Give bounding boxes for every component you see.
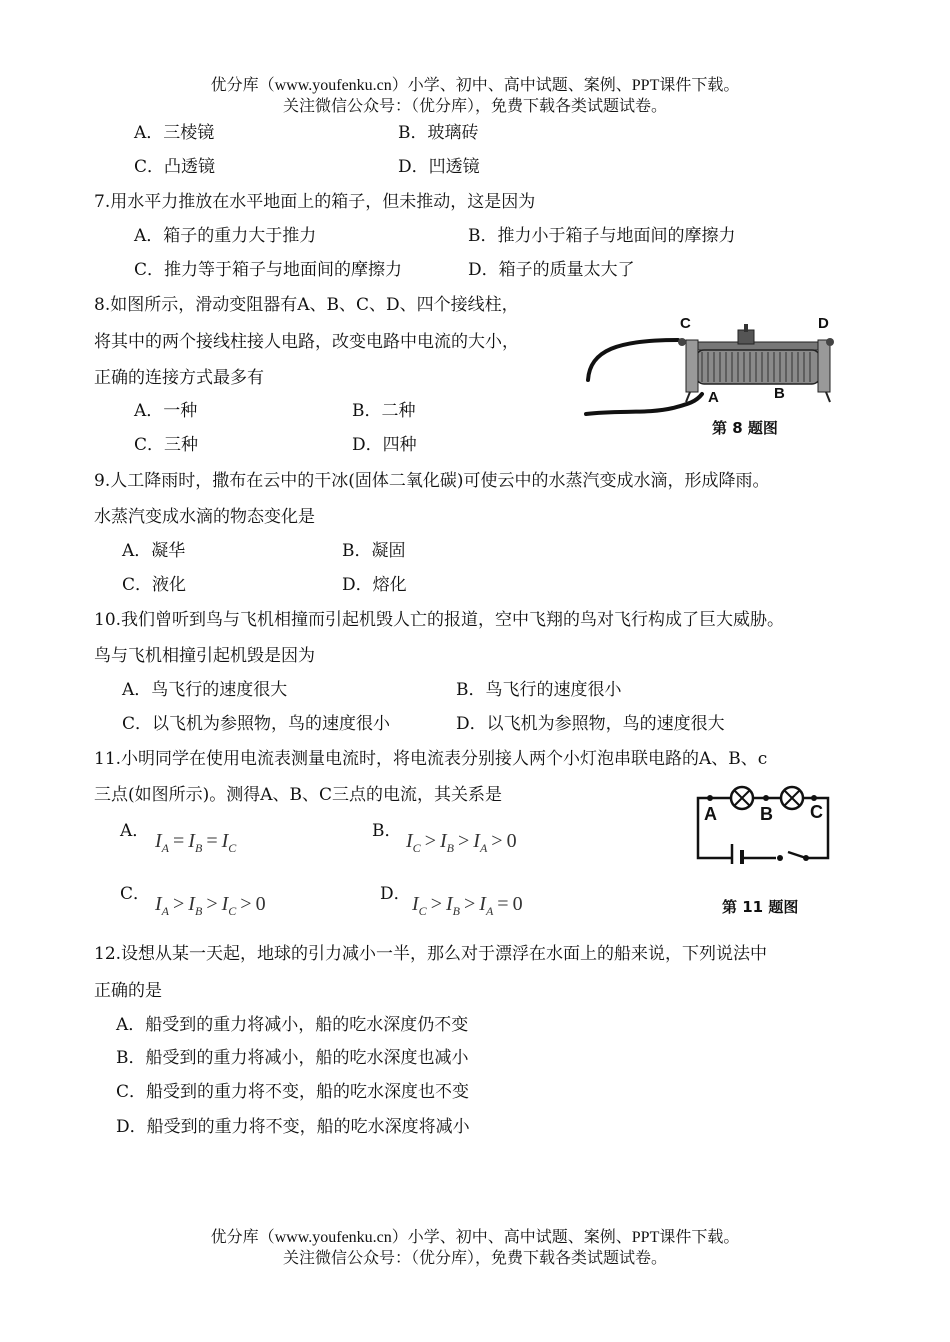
- q8-figure-caption: 第 8 题图: [712, 419, 778, 437]
- switch-contact-left: [777, 855, 783, 861]
- q11-circuit-figure: [690, 782, 835, 864]
- q10-option-b: B．鸟飞行的速度很小: [456, 680, 622, 700]
- q6-option-d: D．凹透镜: [398, 157, 480, 177]
- point-a-dot: [707, 795, 713, 801]
- footer-line-1: 优分库（www.youfenku.cn）小学、初中、高中试题、案例、PPT课件下载。: [210, 1229, 740, 1246]
- q8-label-c: C: [680, 315, 691, 332]
- footer-line-2: 关注微信公众号：（优分库），免费下载各类试题试卷。: [282, 1248, 667, 1267]
- q12-option-b: B．船受到的重力将减小，船的吃水深度也减小: [116, 1048, 469, 1068]
- q9-option-c: C．液化: [122, 575, 187, 595]
- q8-stem-line-3: 正确的连接方式最多有: [94, 368, 264, 388]
- q8-label-a: A: [708, 389, 719, 406]
- q7-option-a: A．箱子的重力大于推力: [134, 226, 317, 246]
- q6-option-a: A．三棱镜: [134, 123, 215, 143]
- q11-option-d-label: D．: [380, 884, 411, 904]
- q8-rheostat-figure: [578, 310, 840, 420]
- q11-option-b-formula: $I_C > I_B > I_A > 0$: [406, 830, 517, 855]
- q12-stem-line-2: 正确的是: [94, 981, 162, 1001]
- page-header-top: [0, 76, 950, 116]
- q9-stem-line-2: 水蒸汽变成水滴的物态变化是: [94, 507, 315, 527]
- q11-option-a-formula: $I_A = I_B = I_C$: [155, 830, 237, 855]
- page-footer: [0, 1228, 950, 1268]
- lamp-1: [731, 787, 753, 809]
- q9-option-a: A．凝华: [122, 541, 186, 561]
- q9-stem-line-1: 9.人工降雨时，撒布在云中的干冰(固体二氧化碳)可使云中的水蒸汽变成水滴，形成降雨。: [94, 471, 770, 491]
- q8-option-a: A．一种: [134, 401, 198, 421]
- q12-stem-line-1: 12.设想从某一天起，地球的引力减小一半，那么对于漂浮在水面上的船来说，下列说法中: [94, 944, 768, 964]
- q10-stem-line-1: 10.我们曾听到鸟与飞机相撞而引起机毁人亡的报道，空中飞翔的鸟对飞行构成了巨大威胁。: [94, 610, 785, 630]
- q8-wire-upper: [588, 340, 678, 380]
- q12-option-c: C．船受到的重力将不变，船的吃水深度也不变: [116, 1082, 470, 1102]
- q11-stem-line-1: 11.小明同学在使用电流表测量电流时，将电流表分别接人两个小灯泡串联电路的A、B、c: [94, 749, 768, 769]
- switch-contact-right: [803, 855, 809, 861]
- q8-stem-line-2: 将其中的两个接线柱接人电路，改变电路中电流的大小，: [94, 332, 519, 352]
- q8-option-b: B．二种: [352, 401, 416, 421]
- q12-option-d: D．船受到的重力将不变，船的吃水深度将减小: [116, 1117, 470, 1137]
- point-c-dot: [811, 795, 817, 801]
- header-line-2: 关注微信公众号：（优分库），免费下载各类试题试卷。: [282, 96, 667, 115]
- q11-label-b: B: [760, 804, 773, 824]
- q10-option-d: D．以飞机为参照物，鸟的速度很大: [456, 714, 725, 734]
- q6-option-c: C．凸透镜: [134, 157, 216, 177]
- q8-option-c: C．三种: [134, 435, 199, 455]
- rheostat-body: [678, 324, 834, 402]
- q8-option-d: D．四种: [352, 435, 417, 455]
- lamp-2: [781, 787, 803, 809]
- q9-option-d: D．熔化: [342, 575, 407, 595]
- q10-option-a: A．鸟飞行的速度很大: [122, 680, 288, 700]
- q8-stem-line-1: 8.如图所示，滑动变阻器有A、B、C、D、四个接线柱，: [94, 295, 519, 315]
- q7-option-c: C．推力等于箱子与地面间的摩擦力: [134, 260, 403, 280]
- q7-stem: 7.用水平力推放在水平地面上的箱子，但未推动，这是因为: [94, 192, 536, 212]
- point-b-dot: [763, 795, 769, 801]
- q11-label-a: A: [704, 804, 717, 824]
- q6-option-b: B．玻璃砖: [398, 123, 479, 143]
- q11-option-d-formula: $I_C > I_B > I_A = 0$: [412, 893, 523, 918]
- header-line-1: 优分库（www.youfenku.cn）小学、初中、高中试题、案例、PPT课件下载。: [210, 77, 740, 94]
- q11-figure-caption: 第 11 题图: [722, 898, 799, 916]
- q11-stem-line-2: 三点(如图所示)。测得A、B、C三点的电流，其关系是: [94, 785, 503, 805]
- q7-option-d: D．箱子的质量太大了: [468, 260, 635, 280]
- q8-wire-lower: [586, 394, 702, 414]
- q9-option-b: B．凝固: [342, 541, 406, 561]
- q8-label-d: D: [818, 315, 829, 332]
- q10-option-c: C．以飞机为参照物，鸟的速度很小: [122, 714, 391, 734]
- q12-option-a: A．船受到的重力将减小，船的吃水深度仍不变: [116, 1015, 469, 1035]
- q8-label-b: B: [774, 385, 785, 402]
- q11-option-b-label: B．: [372, 821, 402, 841]
- q10-stem-line-2: 鸟与飞机相撞引起机毁是因为: [94, 646, 315, 666]
- battery-symbol: [730, 844, 742, 864]
- q11-option-a-label: A．: [120, 821, 150, 841]
- q11-label-c: C: [810, 802, 823, 822]
- q11-option-c-label: C．: [120, 884, 151, 904]
- q11-option-c-formula: $I_A > I_B > I_C > 0$: [155, 893, 266, 918]
- q7-option-b: B．推力小于箱子与地面间的摩擦力: [468, 226, 736, 246]
